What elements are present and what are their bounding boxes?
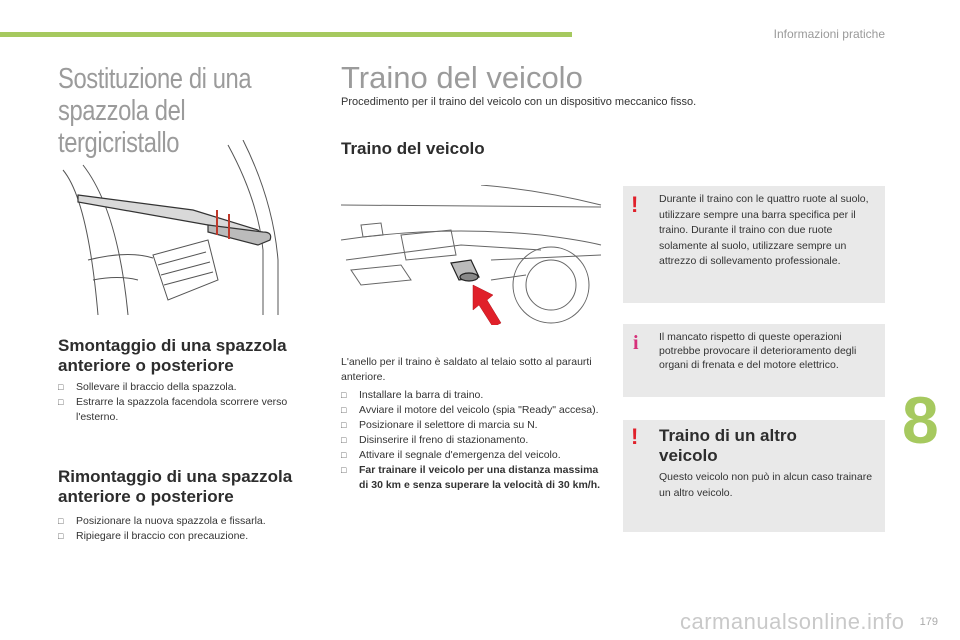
remove-steps: [58, 380, 313, 425]
checkbox-bullet-icon: □: [58, 531, 64, 541]
checkbox-bullet-icon: □: [58, 382, 64, 392]
refit-heading: Rimontaggio di una spazzola anteriore o posteriore: [58, 467, 293, 506]
watermark: carmanualsonline.info: [680, 609, 905, 634]
tow-ring-illustration: [341, 185, 603, 325]
list-item: □ Far trainare il veicolo per una distanza massima di 30 km e senza superare la velocità di 30 km/h.: [341, 464, 601, 491]
checkbox-bullet-icon: □: [341, 405, 347, 415]
exclamation-icon: !: [631, 192, 639, 217]
tow-heading: Traino del veicolo: [341, 139, 485, 158]
remove-heading: Smontaggio di una spazzola anteriore o posteriore: [58, 336, 287, 375]
info-i-icon: i: [633, 332, 639, 354]
refit-steps: [58, 514, 313, 544]
list-item: □ Attivare il segnale d'emergenza del veicolo.: [341, 449, 561, 461]
right-title: Traino del veicolo: [341, 60, 583, 95]
no-tow-box: [623, 420, 885, 532]
list-item: □ Sollevare il braccio della spazzola.: [58, 381, 237, 393]
no-tow-heading: Traino di un altro veicolo: [659, 426, 797, 465]
list-item: □ Avviare il motore del veicolo (spia "Ready" accesa).: [341, 404, 599, 416]
section-label: Informazioni pratiche: [773, 27, 885, 41]
list-item: □ Installare la barra di traino.: [341, 389, 484, 401]
list-item: □ Disinserire il freno di stazionamento.: [341, 434, 529, 446]
warning-text: Durante il traino con le quattro ruote al suolo, utilizzare sempre una barra specifica per il traino. Durante il traino con due ruote solamente al suolo, utilizzare sempre un attrezzo di sollevamento professionale.: [659, 193, 869, 267]
checkbox-bullet-icon: □: [58, 516, 64, 526]
tow-intro: L'anello per il traino è saldato al telaio sotto al paraurti anteriore.: [341, 356, 592, 383]
checkbox-bullet-icon: □: [341, 420, 347, 430]
left-title: Sostituzione di una spazzola del tergicristallo: [58, 63, 252, 159]
checkbox-bullet-icon: □: [58, 397, 64, 407]
no-tow-text: Questo veicolo non può in alcun caso trainare un altro veicolo.: [659, 471, 873, 499]
warning-box: [623, 186, 885, 303]
info-text: Il mancato rispetto di queste operazioni potrebbe provocare il deterioramento degli organi di frenata e del motore elettrico.: [659, 331, 857, 371]
checkbox-bullet-icon: □: [341, 390, 347, 400]
right-subtitle: Procedimento per il traino del veicolo con un dispositivo meccanico fisso.: [341, 96, 697, 108]
checkbox-bullet-icon: □: [341, 450, 347, 460]
info-box: [623, 324, 885, 397]
tow-steps: [341, 388, 603, 493]
wiper-illustration: [58, 140, 318, 315]
page-number: 179: [919, 616, 938, 628]
list-item: □ Estrarre la spazzola facendola scorrere verso l'esterno.: [58, 396, 288, 423]
checkbox-bullet-icon: □: [341, 435, 347, 445]
chapter-number: 8: [902, 383, 939, 457]
list-item: □ Posizionare la nuova spazzola e fissarla.: [58, 515, 266, 527]
list-item: □ Ripiegare il braccio con precauzione.: [58, 530, 249, 542]
header-accent-bar: [0, 32, 572, 37]
checkbox-bullet-icon: □: [341, 465, 347, 475]
list-item: □ Posizionare il selettore di marcia su N.: [341, 419, 538, 431]
exclamation-icon: !: [631, 424, 639, 449]
